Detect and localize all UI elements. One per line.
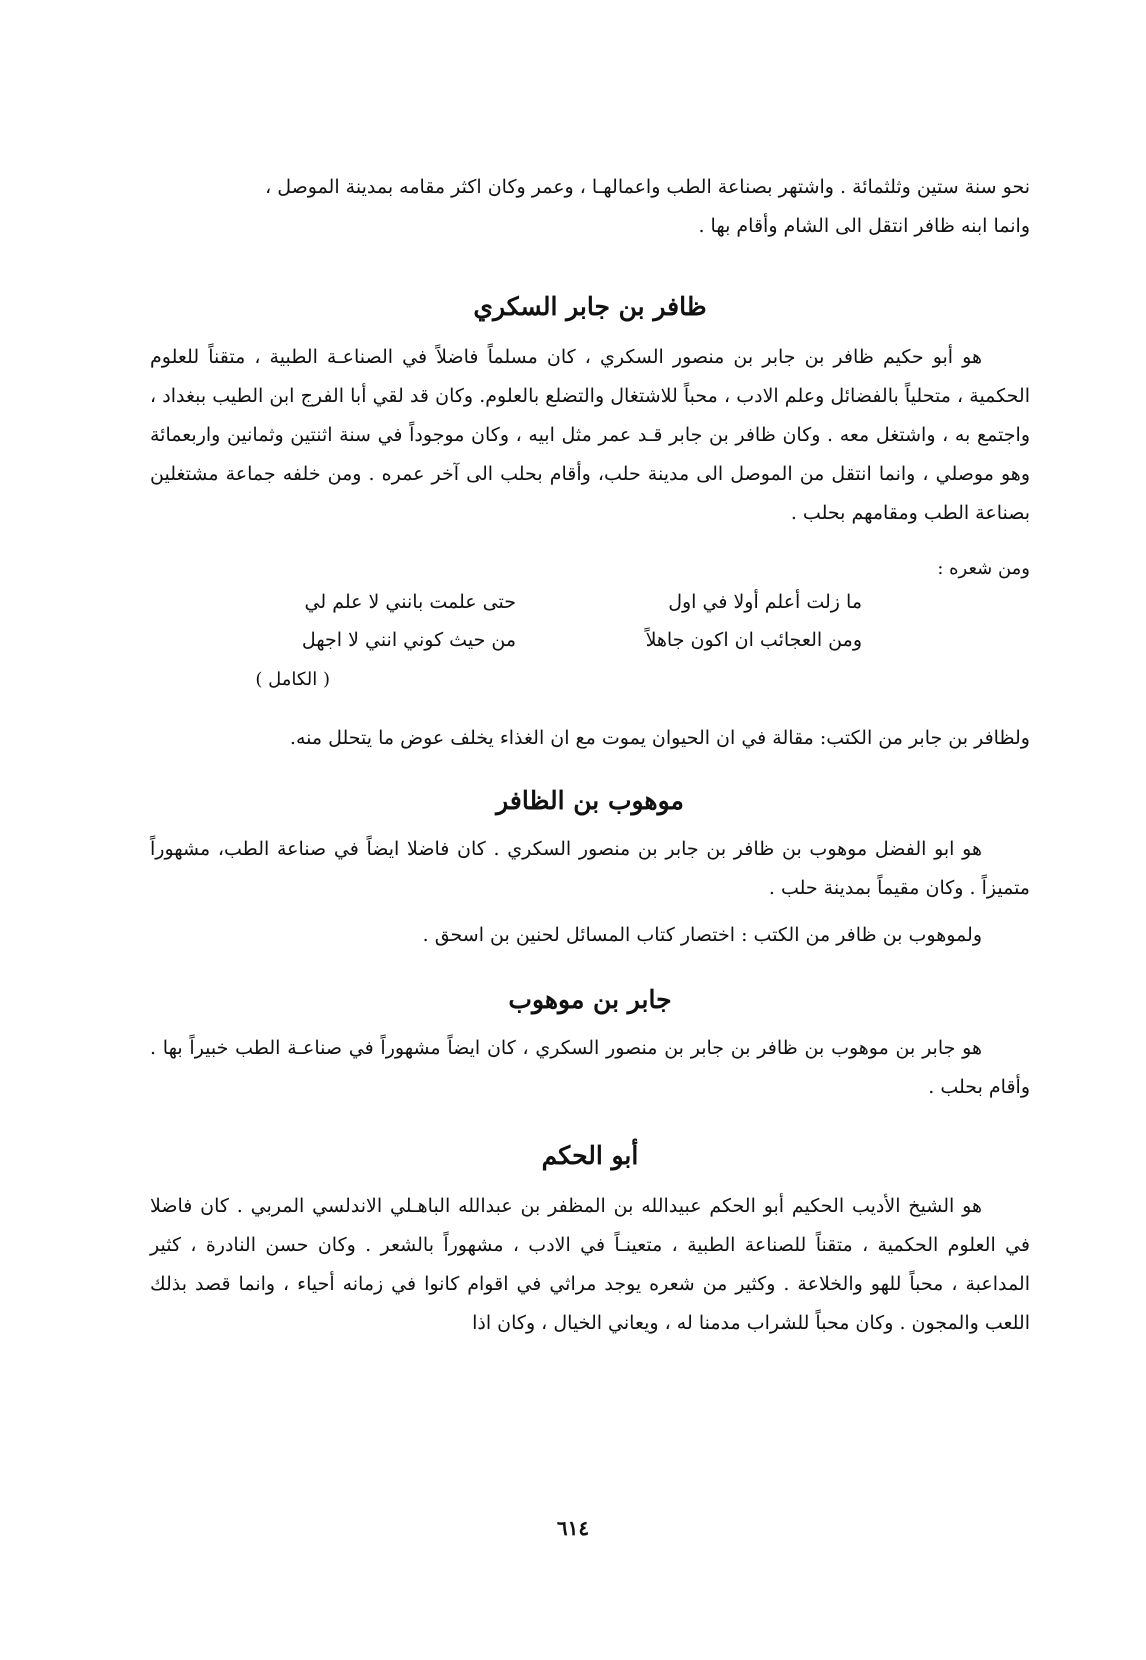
section-title-mawhub: موهوب بن الظافر — [496, 786, 684, 815]
intro-line-1: نحو سنة ستين وثلثمائة . واشتهر بصناعة الطب واعمالهـا ، وعمر وكان اكثر مقامه بمدينة الموصل ، — [265, 176, 1030, 198]
document-page — [150, 168, 1030, 1343]
books-zafir: ولظافر بن جابر من الكتب: مقالة في ان الحيوان يموت مع ان الغذاء يخلف عوض ما يتحلل منه. — [289, 727, 1030, 749]
verse-1-first-hemistich: ما زلت أعلم أولا في اول — [668, 591, 862, 613]
biography-zafir: هو أبو حكيم ظافر بن جابر بن منصور السكري ، كان مسلماً فاضلاً في الصناعـة الطبية ، متقناً للعلوم الحكمية ، متحلياً بالفضائل وعلم الادب ، محباً للاشتغال والتضلع بالعلوم. وكان قد لقي أبا الفرج ابن الطيب ببغداد ، واجتمع به ، واشتغل معه . وكان ظافر بن جابر قـد عمر مثل ابيه ، وكان موجوداً في سنة اثنتين وثمانين واربعمائة وهو موصلي ، وانما انتقل من الموصل الى مدينة حلب، وأقام بحلب الى آخر عمره . ومن خلفه جماعة مشتغلين بصناعة الطب ومقامهم بحلب . — [150, 346, 1030, 524]
intro-line-2: وانما ابنه ظافر انتقل الى الشام وأقام بها . — [698, 215, 1030, 237]
poem-intro: ومن شعره : — [937, 558, 1030, 579]
page-number: ٦١٤ — [556, 1516, 590, 1540]
poem — [150, 587, 1030, 713]
poem-meter: ( الكامل ) — [255, 669, 330, 690]
section-title-jabir: جابر بن موهوب — [508, 985, 672, 1014]
biography-jabir: هو جابر بن موهوب بن ظافر بن جابر بن منصور السكري ، كان ايضاً مشهوراً في صناعـة الطب خبيراً بها . وأقام بحلب . — [150, 1037, 1030, 1098]
books-mawhub: ولموهوب بن ظافر من الكتب : اختصار كتاب المسائل لحنين بن اسحق . — [422, 924, 982, 946]
section-title-zafir: ظافر بن جابر السكري — [473, 292, 707, 321]
biography-abu-al-hakam: هو الشيخ الأديب الحكيم أبو الحكم عبيدالله بن المظفر بن عبدالله الباهـلي الاندلسي المربي . كان فاضلا في العلوم الحكمية ، متقناً للصناعة الطبية ، متعينـاً في الادب ، مشهوراً بالشعر . وكان حسن النادرة ، كثير المداعبة ، محباً للهو والخلاعة . وكثير من شعره يوجد مراثي في اقوام كانوا في زمانه أحياء ، وانما قصد بذلك اللعب والمجون . وكان محباً للشراب مدمنا له ، ويعاني الخيال ، وكان اذا — [150, 1195, 1030, 1334]
intro-paragraph — [150, 168, 1030, 246]
verse-1-second-hemistich: حتى علمت بانني لا علم لي — [304, 591, 516, 613]
verse-2-first-hemistich: ومن العجائب ان اكون جاهلاً — [645, 629, 862, 651]
biography-mawhub: هو ابو الفضل موهوب بن ظافر بن جابر بن منصور السكري . كان فاضلا ايضاً في صناعة الطب، مشهوراً متميزاً . وكان مقيماً بمدينة حلب . — [150, 838, 1030, 899]
verse-2-second-hemistich: من حيث كوني انني لا اجهل — [301, 629, 516, 651]
section-title-abu-al-hakam: أبو الحكم — [541, 1141, 639, 1170]
